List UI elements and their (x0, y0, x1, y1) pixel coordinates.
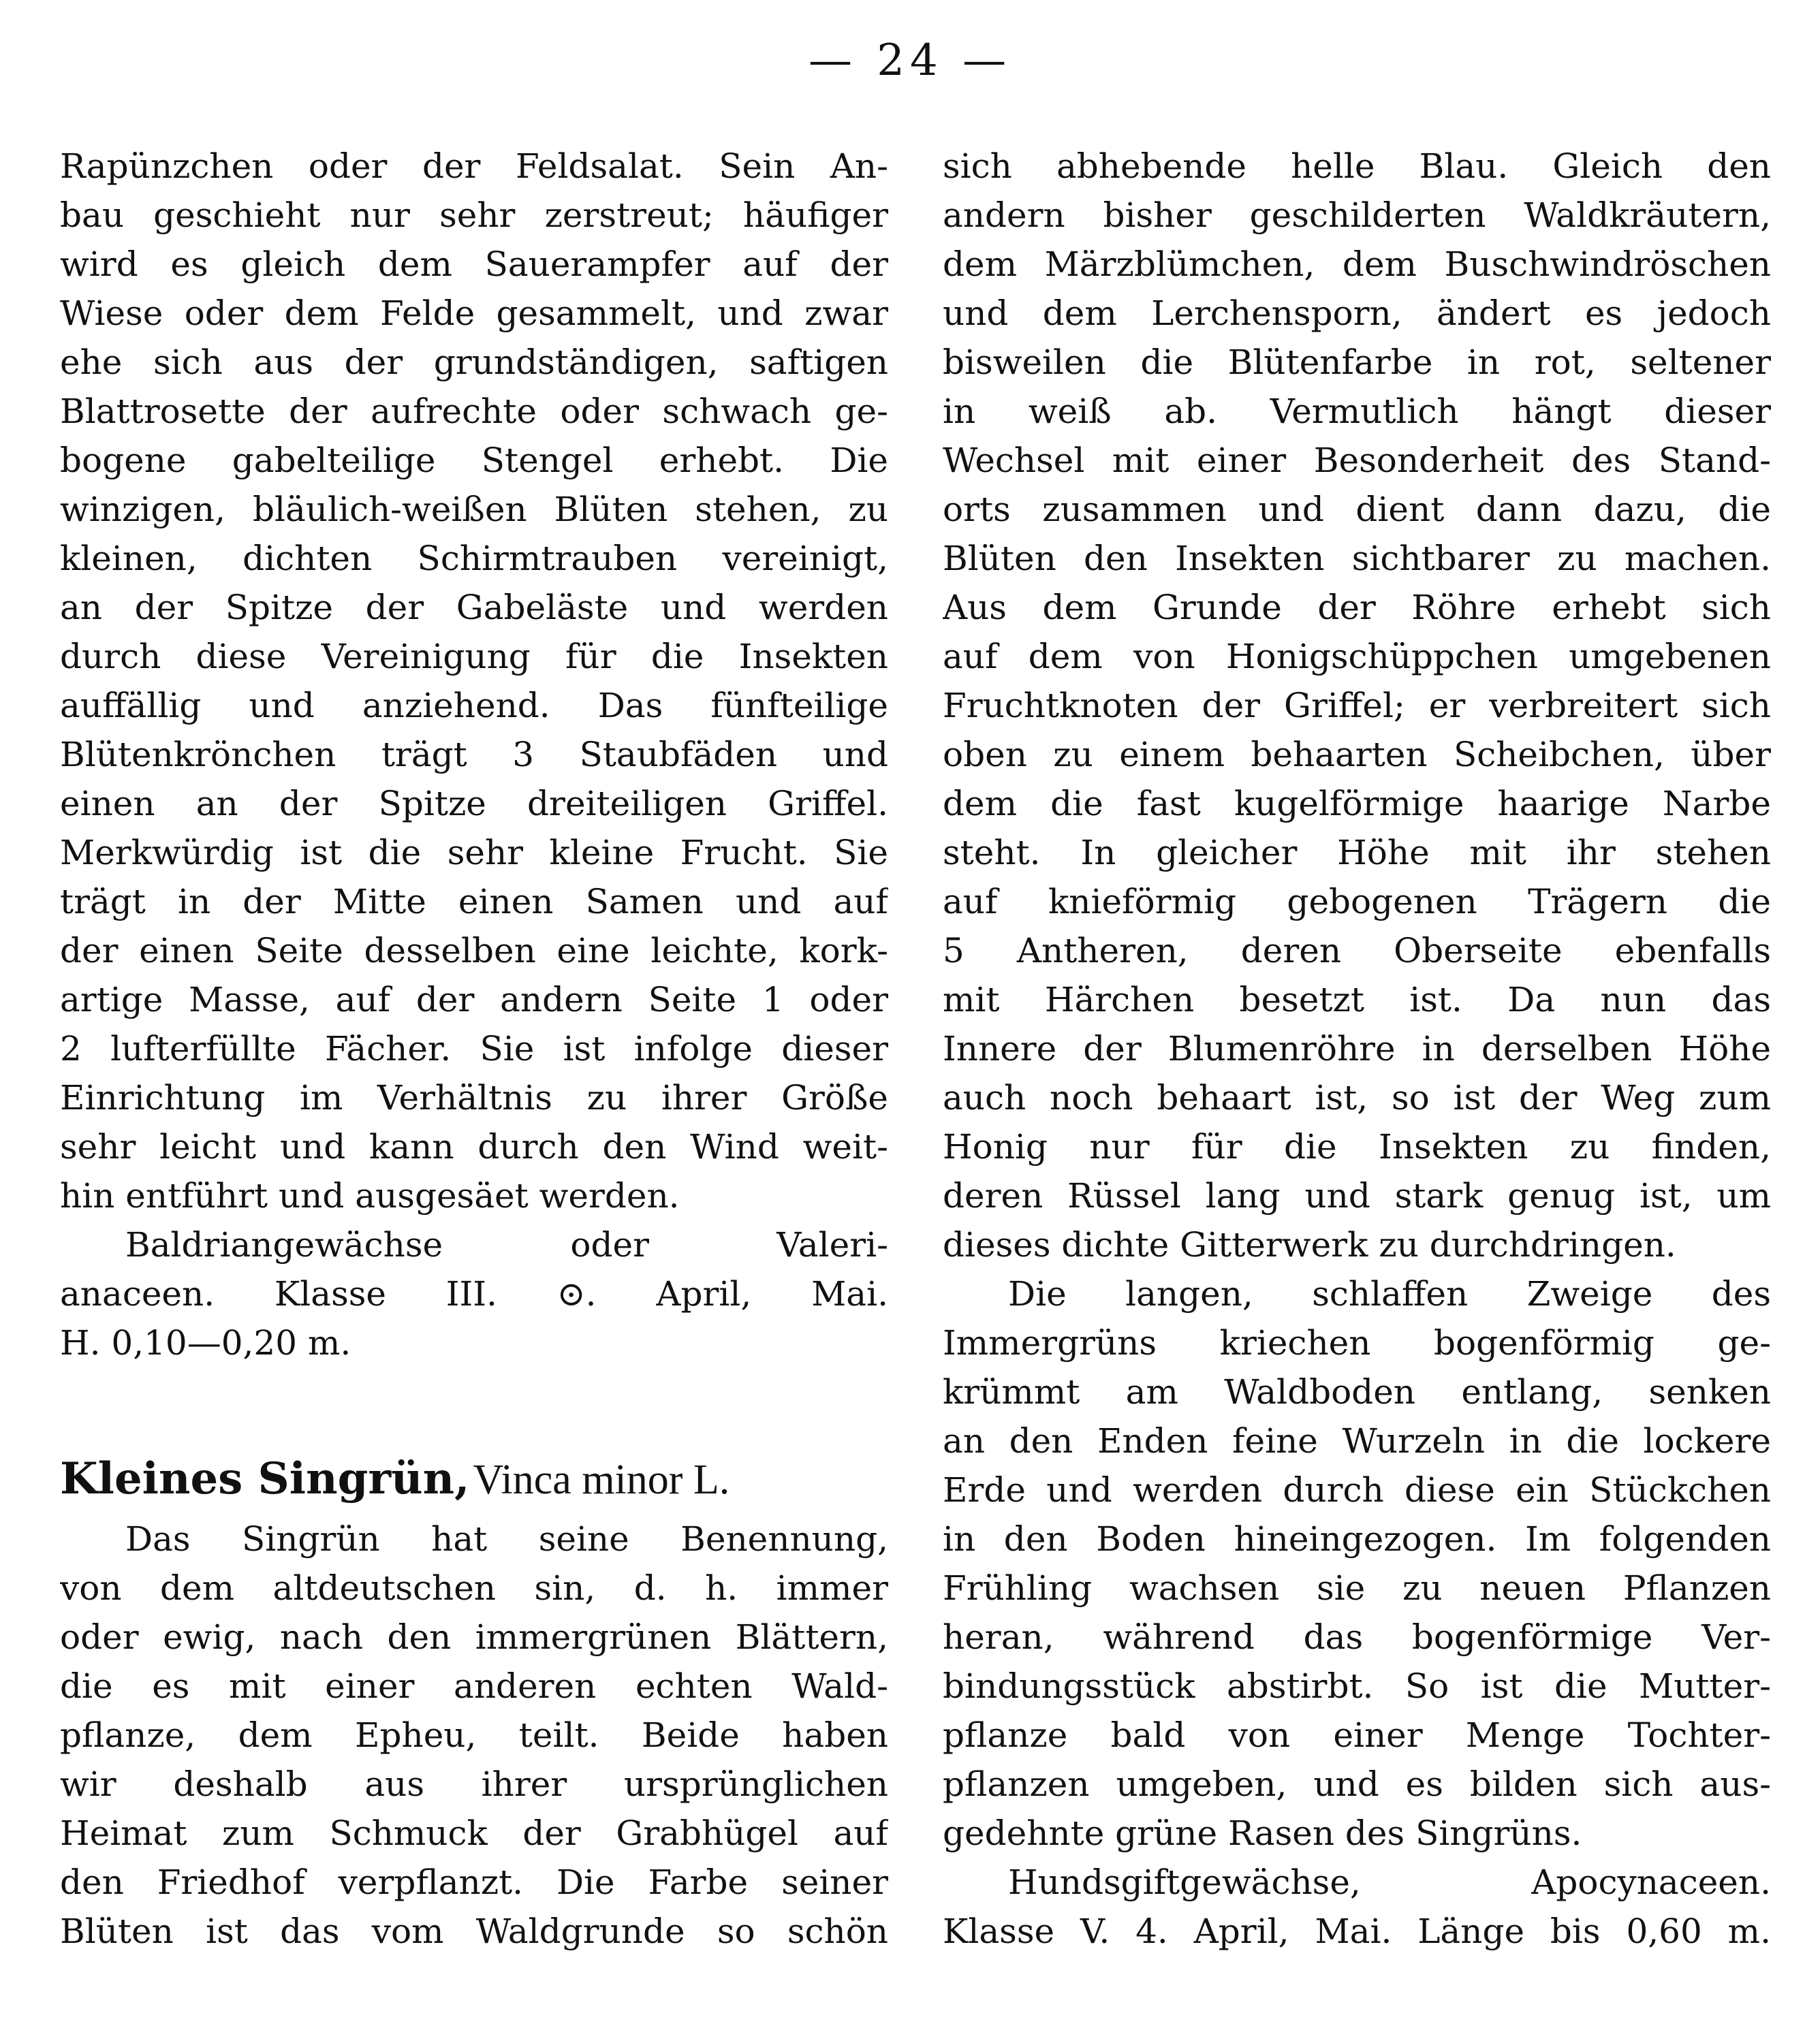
text-line: Merkwürdig ist die sehr kleine Frucht. Sie (60, 833, 888, 872)
text-line: 5 Antheren, deren Oberseite ebenfalls (943, 931, 1771, 970)
text-line: steht. In gleicher Höhe mit ihr stehen (943, 833, 1771, 872)
text-line: auf knieförmig gebogenen Trägern die (943, 882, 1771, 921)
text-line: kleinen, dichten Schirmtrauben vereinigt, (60, 539, 888, 578)
text-line: Blüten den Insekten sichtbarer zu machen. (943, 539, 1771, 578)
text-line: Blüten ist das vom Waldgrunde so schön (60, 1912, 888, 1951)
text-line: Einrichtung im Verhältnis zu ihrer Größe (60, 1078, 888, 1118)
text-line: Innere der Blumenröhre in derselben Höhe (943, 1029, 1771, 1068)
text-line: Blattrosette der aufrechte oder schwach ge- (60, 392, 888, 431)
text-line: dieses dichte Gitterwerk zu durchdringen. (943, 1225, 1676, 1265)
text-line: gedehnte grüne Rasen des Singrüns. (943, 1814, 1582, 1853)
text-line: orts zusammen und dient dann dazu, die (943, 490, 1771, 529)
section-heading (60, 1444, 888, 1515)
text-line: an den Enden feine Wurzeln in die lockere (943, 1421, 1771, 1461)
text-line: Aus dem Grunde der Röhre erhebt sich (943, 588, 1771, 627)
text-line: sehr leicht und kann durch den Wind weit- (60, 1127, 888, 1167)
text-line: an der Spitze der Gabeläste und werden (60, 588, 888, 627)
text-line: oben zu einem behaarten Scheibchen, über (943, 735, 1771, 774)
text-line: und dem Lerchensporn, ändert es jedoch (943, 294, 1771, 333)
text-line: dem Märzblümchen, dem Buschwindröschen (943, 244, 1771, 284)
text-line: oder ewig, nach den immergrünen Blättern, (60, 1617, 888, 1657)
text-line: Wiese oder dem Felde gesammelt, und zwar (60, 294, 888, 333)
text-line: pflanze bald von einer Menge Tochter- (943, 1715, 1771, 1755)
text-line: Das Singrün hat seine Benennung, (125, 1519, 888, 1559)
text-line: hin entführt und ausgesäet werden. (60, 1176, 680, 1216)
text-line: die es mit einer anderen echten Wald- (60, 1666, 888, 1706)
class-note-line: anaceen. Klasse III. ⊙. April, Mai. (60, 1274, 888, 1314)
text-line: Erde und werden durch diese ein Stückchen (943, 1470, 1771, 1510)
text-line: den Friedhof verpflanzt. Die Farbe seiner (60, 1863, 888, 1902)
text-line: heran, während das bogenförmige Ver- (943, 1617, 1771, 1657)
heading-latin-name: Vinca minor L. (473, 1457, 730, 1503)
text-line: krümmt am Waldboden entlang, senken (943, 1372, 1771, 1412)
text-line: Frühling wachsen sie zu neuen Pflanzen (943, 1568, 1771, 1608)
text-line: wir deshalb aus ihrer ursprünglichen (60, 1764, 888, 1804)
class-note-line: Hundsgiftgewächse, Apocynaceen. (1008, 1863, 1771, 1902)
text-line: ehe sich aus der grundständigen, saftigen (60, 343, 888, 382)
class-note-line: Baldriangewächse oder Valeri- (125, 1225, 888, 1265)
text-line: auch noch behaart ist, so ist der Weg zum (943, 1078, 1771, 1118)
text-line: der einen Seite desselben eine leichte, kork- (60, 931, 888, 970)
text-line: Heimat zum Schmuck der Grabhügel auf (60, 1814, 888, 1853)
text-line: Rapünzchen oder der Feldsalat. Sein An- (60, 146, 888, 186)
heading-title: Kleines Singrün, (60, 1453, 470, 1504)
left-column (60, 142, 888, 1956)
text-line: artige Masse, auf der andern Seite 1 oder (60, 980, 888, 1019)
text-line: in den Boden hineingezogen. Im folgenden (943, 1519, 1771, 1559)
text-line: auf dem von Honigschüppchen umgebenen (943, 637, 1771, 676)
text-line: einen an der Spitze dreiteiligen Griffel. (60, 784, 888, 823)
text-line: in weiß ab. Vermutlich hängt dieser (943, 392, 1771, 431)
class-note-line: Klasse V. 4. April, Mai. Länge bis 0,60 m. (943, 1912, 1771, 1951)
text-line: pflanze, dem Epheu, teilt. Beide haben (60, 1715, 888, 1755)
right-column (943, 142, 1771, 1956)
text-line: Immergrüns kriechen bogenförmig ge- (943, 1323, 1771, 1363)
text-line: dem die fast kugelförmige haarige Narbe (943, 784, 1771, 823)
section-gap (60, 1367, 888, 1444)
text-line: mit Härchen besetzt ist. Da nun das (943, 980, 1771, 1019)
page-number: — 24 — (808, 35, 1012, 86)
text-line: Wechsel mit einer Besonderheit des Stand- (943, 441, 1771, 480)
text-line: bau geschieht nur sehr zerstreut; häufiger (60, 195, 888, 235)
text-line: durch diese Vereinigung für die Insekten (60, 637, 888, 676)
text-line: sich abhebende helle Blau. Gleich den (943, 146, 1771, 186)
text-line: bindungsstück abstirbt. So ist die Mutter- (943, 1666, 1771, 1706)
text-line: andern bisher geschilderten Waldkräutern, (943, 195, 1771, 235)
text-line: von dem altdeutschen sin, d. h. immer (60, 1568, 888, 1608)
text-line: winzigen, bläulich-weißen Blüten stehen, zu (60, 490, 888, 529)
text-line: Blütenkrönchen trägt 3 Staubfäden und (60, 735, 888, 774)
text-line: auffällig und anziehend. Das fünfteilige (60, 686, 888, 725)
class-note-line: H. 0,10—0,20 m. (60, 1323, 351, 1363)
text-line: pflanzen umgeben, und es bilden sich aus- (943, 1764, 1771, 1804)
text-line: bogene gabelteilige Stengel erhebt. Die (60, 441, 888, 480)
text-line: deren Rüssel lang und stark genug ist, um (943, 1176, 1771, 1216)
text-line: bisweilen die Blütenfarbe in rot, seltener (943, 343, 1771, 382)
text-line: Die langen, schlaffen Zweige des (1008, 1274, 1771, 1314)
text-line: wird es gleich dem Sauerampfer auf der (60, 244, 888, 284)
text-line: Fruchtknoten der Griffel; er verbreitert sich (943, 686, 1771, 725)
text-line: Honig nur für die Insekten zu finden, (943, 1127, 1771, 1167)
text-line: trägt in der Mitte einen Samen und auf (60, 882, 888, 921)
text-line: 2 lufterfüllte Fächer. Sie ist infolge dieser (60, 1029, 888, 1068)
